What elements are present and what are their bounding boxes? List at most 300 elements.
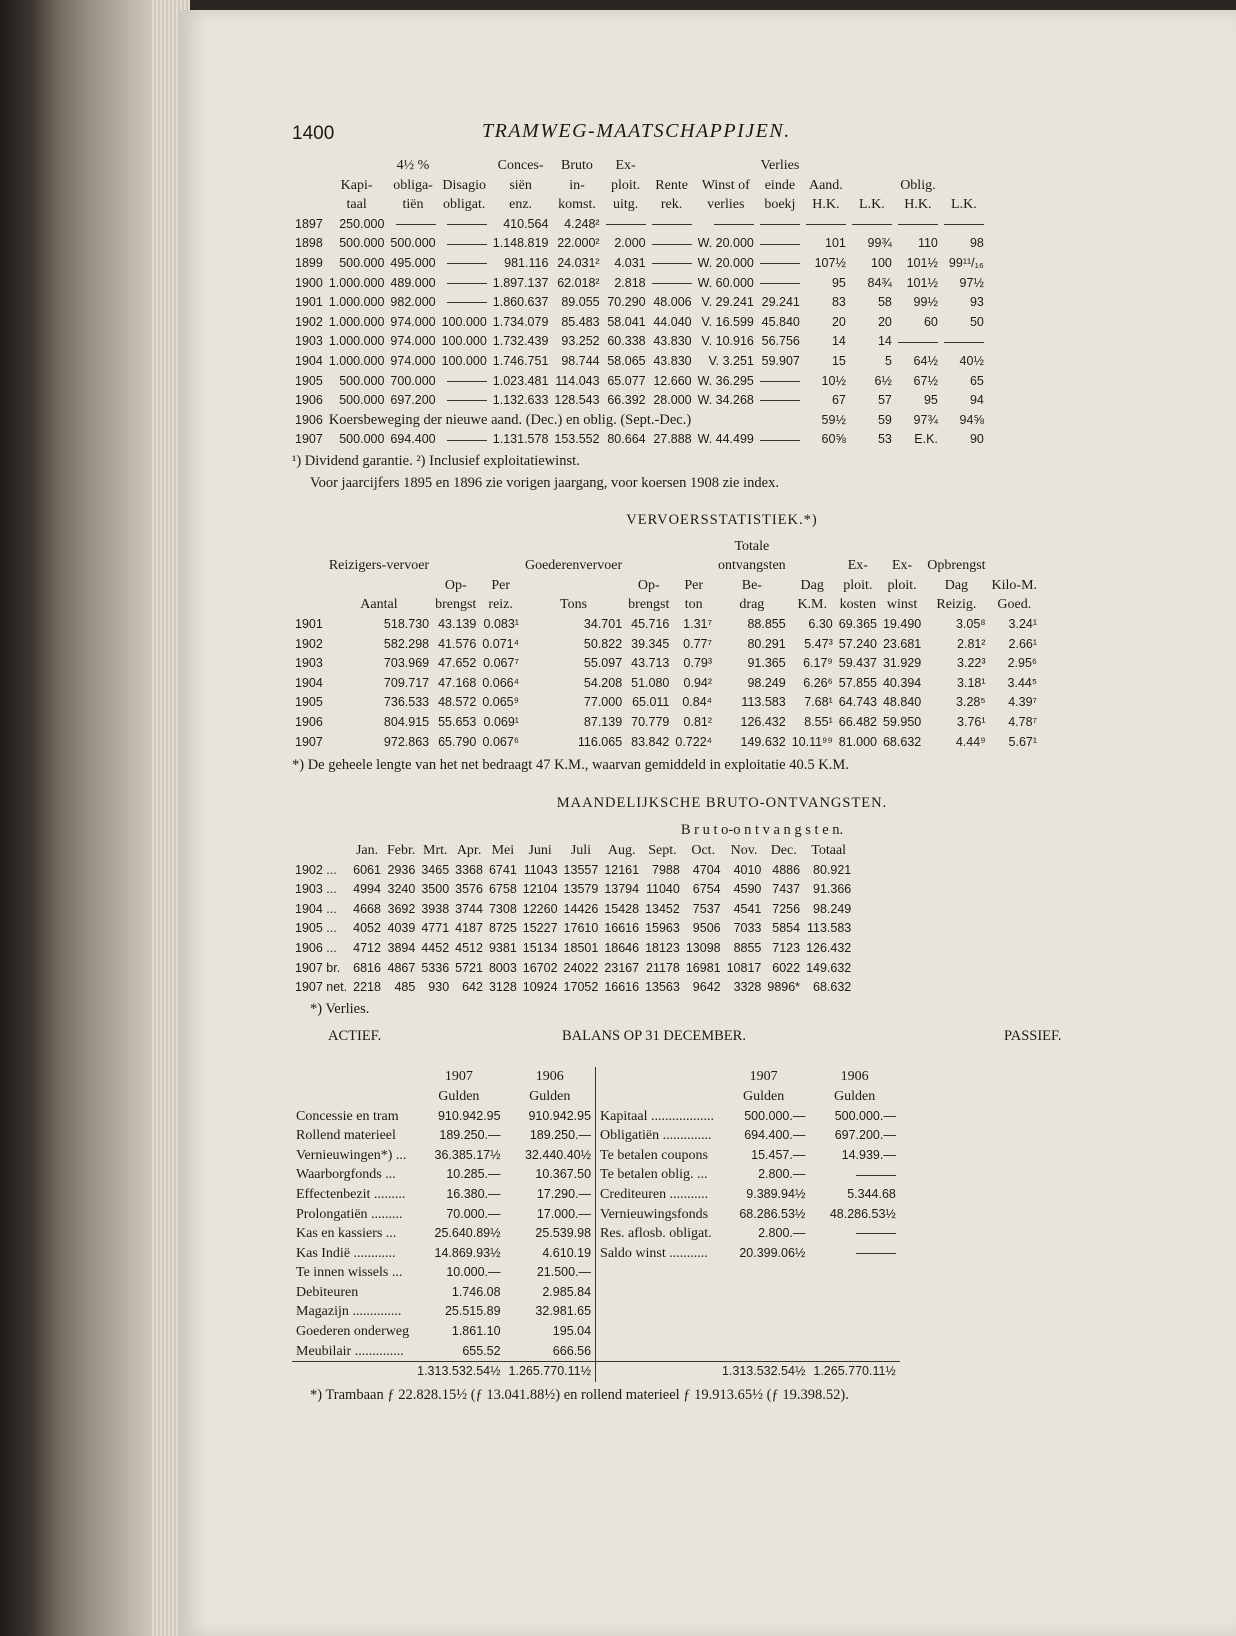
capital-cell: 20	[831, 314, 846, 329]
capital-cell	[439, 274, 490, 294]
passief-amount-1906	[809, 1224, 899, 1244]
maand-cell: 4994	[353, 882, 381, 897]
maand-header-cell: Dec.	[770, 843, 797, 858]
actief-amount-1907: 10.285.—	[446, 1167, 501, 1182]
capital-row	[292, 352, 987, 372]
maand-cell: 98.249	[813, 901, 852, 916]
vervoer-header-cell: Reizigers-vervoer	[328, 558, 430, 574]
vervoer-header-cell: ontvangsten	[718, 558, 786, 574]
maand-cell: 9381	[488, 940, 517, 955]
vervoer-cell: 54.208	[583, 675, 623, 690]
capital-cell: 67½	[913, 373, 938, 388]
dash-mark	[856, 1233, 896, 1234]
capital-cell: 4.248²	[564, 216, 600, 231]
maand-cell: 4590	[733, 882, 762, 897]
capital-header-cell: Conces-	[497, 158, 544, 173]
capital-cell: 43.830	[653, 334, 692, 349]
vervoer-cell: 41.576	[438, 636, 477, 651]
vervoer-cell: 3.76¹	[957, 715, 986, 730]
capital-cell: 10½	[821, 373, 846, 388]
vervoer-cell: 55.653	[438, 715, 477, 730]
maand-cell: 4771	[421, 921, 450, 936]
maand-cell: 24022	[563, 960, 599, 975]
passief-amount-1906	[809, 1302, 899, 1322]
page-header	[292, 120, 1152, 154]
capital-header-cell: boekj	[764, 197, 796, 213]
capital-cell: 93	[969, 295, 984, 310]
vervoer-cell: 3.05⁸	[955, 617, 986, 632]
vervoer-year: 1901	[295, 617, 323, 632]
vervoer-header-cell	[836, 537, 880, 557]
maand-cell: 485	[394, 980, 416, 995]
actief-amount-1906: 17.290.—	[536, 1186, 592, 1201]
capital-cell: 48.006	[653, 295, 692, 310]
maand-cell: 930	[428, 980, 450, 995]
maand-cell: 10817	[726, 960, 762, 975]
vervoer-header-cell: Be-	[741, 577, 762, 593]
passief-label: Kapitaal ..................	[596, 1107, 718, 1127]
capital-cell: 982.000	[390, 295, 436, 310]
vervoer-cell: 47.652	[438, 656, 477, 671]
capital-cell	[695, 215, 757, 235]
passief-amount-1906	[809, 1342, 899, 1362]
passief-label	[596, 1342, 718, 1362]
maand-cell: 3938	[421, 901, 450, 916]
maand-cell: 80.921	[813, 862, 852, 877]
capital-cell: 107½	[814, 255, 846, 270]
capital-cell: 99¹¹/₁₆	[948, 255, 984, 270]
passief-amount-1907: 2.800.—	[758, 1167, 806, 1182]
vervoer-cell: 0.065⁹	[482, 695, 519, 710]
maand-year: 1907 br.	[295, 960, 341, 975]
vervoer-cell: 43.713	[631, 656, 670, 671]
dash-mark	[944, 224, 984, 225]
maand-row	[292, 880, 854, 900]
maand-cell: 68.632	[813, 980, 852, 995]
vervoer-cell: 582.298	[383, 636, 430, 651]
capital-row	[292, 430, 987, 450]
passief-amount-1907: 694.400.—	[744, 1128, 806, 1143]
capital-header-cell	[941, 176, 987, 196]
vervoer-header-cell: kosten	[839, 597, 877, 613]
capital-cell: 500.000	[390, 236, 436, 251]
capital-cell: W. 44.499	[697, 432, 754, 447]
capital-header-cell	[326, 156, 388, 176]
maand-cell: 13557	[563, 862, 599, 877]
maand-cell: 9896*	[767, 980, 801, 995]
vervoer-header-cell	[625, 537, 672, 557]
vervoer-cell: 804.915	[383, 715, 430, 730]
actief-amount-1906: 666.56	[552, 1343, 592, 1358]
actief-amount-1907: 655.52	[462, 1343, 501, 1358]
capital-header-cell	[695, 156, 757, 176]
vervoer-cell: 3.18¹	[957, 675, 986, 690]
maand-cell: 23167	[604, 960, 640, 975]
vervoer-cell: 43.139	[438, 617, 477, 632]
balance-footnote: *) Trambaan ƒ 22.828.15½ (ƒ 13.041.88½) en rollend materieel ƒ 19.913.65½ (ƒ 19.398.52).	[310, 1386, 849, 1403]
maand-cell: 7988	[652, 862, 680, 877]
capital-cell: 974.000	[390, 314, 436, 329]
maand-cell: 3328	[733, 980, 762, 995]
passief-amount-1906	[809, 1322, 899, 1342]
capital-cell: 1.734.079	[492, 314, 549, 329]
capital-cell: 85.483	[561, 314, 600, 329]
actief-amount-1906: 195.04	[552, 1324, 592, 1339]
actief-label: Rollend materieel	[296, 1128, 396, 1144]
capital-cell: 20	[877, 314, 892, 329]
actief-label: Debiteuren	[296, 1284, 359, 1300]
capital-header-cell: Disagio	[442, 177, 486, 193]
actief-amount-1906: 21.500.—	[536, 1265, 592, 1280]
vervoer-cell: 31.929	[882, 656, 922, 671]
capital-header-cell: H.K.	[904, 197, 932, 213]
maand-cell: 13579	[563, 882, 599, 897]
actief-amount-1906: 32.440.40½	[524, 1147, 592, 1162]
capital-cell	[849, 215, 895, 235]
vervoer-header-cell	[924, 537, 988, 557]
vervoer-cell: 149.632	[740, 734, 786, 749]
balance-header-spacer	[292, 1087, 413, 1107]
vervoer-cell: 98.249	[747, 675, 786, 690]
vervoer-cell: 3.24¹	[1008, 617, 1038, 632]
maand-row	[292, 939, 854, 959]
actief-label: Effectenbezit .........	[296, 1186, 406, 1202]
maand-cell: 9642	[692, 980, 721, 995]
capital-cell: 100.000	[441, 314, 487, 329]
passief-label	[596, 1302, 718, 1322]
capital-header-cell	[439, 156, 490, 176]
maand-header-cell: Mei	[491, 843, 515, 858]
maand-row	[292, 861, 854, 881]
maand-cell: 6754	[692, 882, 721, 897]
capital-header-cell: Bruto	[561, 158, 593, 173]
capital-row	[292, 313, 987, 333]
balance-total-spacer	[292, 1362, 413, 1382]
passief-amount-1906: 697.200.—	[834, 1128, 896, 1143]
capital-header-row	[292, 195, 987, 215]
balance-header-cell: Gulden	[834, 1088, 876, 1104]
actief-amount-1907: 1.746.08	[451, 1284, 501, 1299]
capital-header-cell	[803, 156, 849, 176]
vervoer-cell: 48.572	[438, 695, 477, 710]
vervoer-cell: 518.730	[383, 617, 430, 632]
maand-cell: 9506	[692, 921, 721, 936]
dash-mark	[806, 224, 846, 225]
passief-amount-1907	[718, 1263, 809, 1283]
vervoer-year: 1904	[295, 675, 323, 690]
capital-header-cell: 4½ %	[396, 158, 430, 173]
vervoer-cell: 0.066⁴	[482, 675, 519, 690]
vervoer-header-row	[292, 595, 1040, 615]
capital-header-cell: tiën	[402, 197, 424, 213]
capital-cell: 95	[831, 275, 846, 290]
vervoer-cell: 8.55¹	[804, 715, 833, 730]
vervoer-cell: 77.000	[583, 695, 623, 710]
capital-header-cell	[849, 156, 895, 176]
maand-cell: 6816	[353, 960, 381, 975]
capital-row	[292, 372, 987, 392]
vervoer-cell: 34.701	[583, 617, 623, 632]
actief-label: Meubilair ..............	[296, 1343, 404, 1359]
capital-cell: 101½	[906, 275, 938, 290]
actief-amount-1907: 25.640.89½	[434, 1226, 501, 1241]
running-title: TRAMWEG-MAATSCHAPPIJEN.	[482, 120, 791, 142]
passief-amount-1907: 68.286.53½	[739, 1206, 806, 1221]
capital-cell: 99¾	[867, 236, 892, 251]
actief-total-1907: 1.313.532.54½	[413, 1362, 504, 1382]
vervoer-header-cell: Ex-	[891, 558, 913, 574]
maand-cell: 4867	[387, 960, 416, 975]
maand-cell: 3744	[455, 901, 483, 916]
passief-amount-1906	[809, 1263, 899, 1283]
dash-mark	[760, 224, 800, 225]
capital-cell: 2.818	[614, 275, 646, 290]
capital-year: 1898	[295, 236, 323, 251]
balance-header-spacer	[596, 1067, 718, 1087]
dash-mark	[760, 244, 800, 245]
maand-cell: 91.366	[813, 882, 852, 897]
capital-cell: 65.077	[607, 373, 646, 388]
capital-cell: 101½	[906, 255, 938, 270]
capital-cell: 700.000	[390, 373, 436, 388]
capital-cell: 89.055	[561, 295, 600, 310]
balance-row	[292, 1283, 900, 1303]
maand-cell: 12104	[522, 882, 558, 897]
vervoer-cell: 126.432	[740, 715, 786, 730]
capital-cell: 12.660	[653, 373, 692, 388]
capital-cell: 1.131.578	[492, 432, 549, 447]
capital-header-cell: L.K.	[951, 197, 977, 213]
maand-cell: 7033	[733, 921, 762, 936]
vervoer-cell: 51.080	[631, 675, 670, 690]
capital-header-cell	[292, 195, 326, 215]
balance-header-spacer	[596, 1087, 718, 1107]
dash-mark	[606, 224, 646, 225]
vervoer-cell: 65.790	[438, 734, 477, 749]
maand-cell: 16702	[522, 960, 558, 975]
maand-cell: 6022	[772, 960, 801, 975]
actief-amount-1906: 2.985.84	[542, 1284, 592, 1299]
passief-amount-1907: 20.399.06½	[739, 1245, 806, 1260]
maand-year: 1906 ...	[295, 940, 337, 955]
balance-total-spacer	[596, 1362, 718, 1382]
maand-cell: 7537	[692, 901, 721, 916]
dash-mark	[760, 440, 800, 441]
dash-mark	[447, 263, 487, 264]
capital-table	[292, 156, 987, 450]
passief-label: Te betalen coupons	[596, 1146, 718, 1166]
capital-header-cell: uitg.	[612, 197, 639, 213]
capital-cell: 57	[877, 393, 892, 408]
vervoer-header-cell	[326, 576, 432, 596]
capital-cell	[439, 234, 490, 254]
maand-cell: 11043	[523, 862, 558, 877]
actief-amount-1907: 10.000.—	[446, 1265, 501, 1280]
passief-total-1907: 1.313.532.54½	[718, 1362, 809, 1382]
maand-footnote: *) Verlies.	[310, 1000, 370, 1017]
maand-subtitle: B r u t o-o n t v a n g s t e n.	[680, 822, 844, 839]
vervoer-cell: 703.969	[383, 656, 430, 671]
passief-amount-1906: 5.344.68	[847, 1186, 896, 1201]
capital-cell: 59.907	[761, 353, 800, 368]
maand-cell: 21178	[646, 960, 680, 975]
vervoer-header-cell: Per	[684, 577, 704, 593]
capital-header-cell	[292, 176, 326, 196]
passief-amount-1907	[718, 1342, 809, 1362]
vervoer-header-cell: drag	[739, 597, 765, 613]
vervoer-header-cell	[292, 556, 326, 576]
actief-amount-1907: 16.380.—	[446, 1186, 501, 1201]
maand-year: 1904 ...	[295, 901, 337, 916]
capital-cell: W. 20.000	[697, 255, 754, 270]
capital-cell: 65	[969, 373, 984, 388]
actief-amount-1907: 910.942.95	[437, 1108, 501, 1123]
maand-cell: 14426	[563, 901, 599, 916]
maand-cell: 4541	[733, 901, 762, 916]
maand-cell: 12260	[522, 901, 558, 916]
capital-cell: W. 36.295	[697, 373, 754, 388]
capital-cell: 1.000.000	[328, 353, 385, 368]
maand-cell: 4187	[455, 921, 483, 936]
vervoer-header-cell	[432, 537, 479, 557]
passief-label: Saldo winst ...........	[596, 1244, 718, 1264]
dash-mark	[652, 244, 692, 245]
dash-mark	[898, 342, 938, 343]
vervoer-header-cell: ploit.	[887, 577, 917, 593]
capital-cell	[757, 274, 803, 294]
capital-header-cell: enz.	[509, 197, 533, 213]
capital-year: 1902	[295, 314, 323, 329]
vervoer-header-cell: Dag	[944, 577, 969, 593]
vervoer-cell: 69.365	[838, 617, 877, 632]
vervoer-row	[292, 713, 1040, 733]
capital-cell: 489.000	[390, 275, 436, 290]
maand-cell: 7256	[772, 901, 801, 916]
maand-cell: 15227	[522, 921, 558, 936]
balance-row	[292, 1126, 900, 1146]
vervoer-cell: 4.39⁷	[1008, 695, 1038, 710]
vervoer-header-cell: Per	[491, 577, 510, 593]
capital-header-row	[292, 176, 987, 196]
capital-cell: 14	[877, 334, 892, 349]
dash-mark	[652, 224, 692, 225]
capital-cell: 99½	[913, 295, 938, 310]
capital-cell: 100.000	[441, 353, 487, 368]
maand-header-cell: Nov.	[730, 843, 758, 858]
maand-header-cell: Febr.	[386, 843, 416, 858]
capital-header-cell: taal	[346, 197, 367, 213]
capital-cell: 410.564	[503, 216, 549, 231]
dash-mark	[447, 224, 487, 225]
passief-label: Crediteuren ...........	[596, 1185, 718, 1205]
capital-year: 1905	[295, 373, 323, 388]
page-content	[292, 120, 1152, 1407]
capital-cell: 1.132.633	[492, 393, 549, 408]
vervoer-cell: 3.44⁵	[1007, 675, 1038, 690]
maand-cell: 8003	[488, 960, 517, 975]
maand-header-cell: Totaal	[811, 843, 847, 858]
actief-label: Vernieuwingen*) ...	[296, 1147, 407, 1163]
capital-cell: 500.000	[339, 255, 385, 270]
capital-cell	[757, 391, 803, 411]
vervoer-header-row	[292, 537, 1040, 557]
capital-header-cell: siën	[509, 177, 532, 193]
vervoer-cell: 40.394	[882, 675, 922, 690]
vervoer-cell: 0.067⁶	[482, 734, 519, 749]
vervoer-header-row	[292, 576, 1040, 596]
maand-cell: 7123	[772, 940, 801, 955]
maand-cell: 18501	[563, 940, 599, 955]
capital-cell: 80.664	[607, 432, 646, 447]
capital-cell: 101	[825, 236, 846, 251]
dash-mark	[856, 1175, 896, 1176]
vervoer-header-cell: brengst	[435, 597, 477, 613]
capital-cell	[439, 372, 490, 392]
actief-amount-1907: 25.515.89	[444, 1304, 501, 1319]
vervoer-header-cell: ton	[684, 597, 703, 613]
maand-year: 1903 ...	[295, 882, 337, 897]
capital-header-cell	[895, 156, 941, 176]
vervoer-cell: 113.583	[741, 695, 786, 710]
vervoer-cell: 81.000	[838, 734, 877, 749]
passief-label: Te betalen oblig. ...	[596, 1165, 718, 1185]
maand-row	[292, 919, 854, 939]
capital-cell: 50	[969, 314, 984, 329]
passief-amount-1906	[809, 1244, 899, 1264]
maand-cell: 7437	[772, 882, 801, 897]
actief-label: Magazijn ..............	[296, 1304, 402, 1320]
dash-mark	[447, 283, 487, 284]
vervoer-header-cell	[292, 537, 326, 557]
capital-cell: 110	[917, 236, 938, 251]
capital-header-cell	[292, 156, 326, 176]
capital-cell: 694.400	[390, 432, 436, 447]
capital-header-cell: Winst of	[701, 177, 750, 193]
vervoer-cell: 65.011	[632, 695, 670, 710]
maand-cell: 5721	[455, 960, 483, 975]
maand-cell: 4668	[353, 901, 381, 916]
vervoer-cell: 23.681	[882, 636, 922, 651]
capital-cell: 100.000	[441, 334, 487, 349]
book-page	[180, 10, 1236, 1636]
capital-row	[292, 293, 987, 313]
passief-amount-1906	[809, 1283, 899, 1303]
koers-text: Koersbeweging der nieuwe aand. (Dec.) en oblig. (Sept.-Dec.)	[328, 411, 692, 428]
vervoer-cell: 116.065	[577, 734, 623, 749]
vervoer-cell: 91.365	[747, 656, 786, 671]
capital-header-cell: in-	[569, 177, 585, 193]
dash-mark	[714, 224, 754, 225]
capital-cell: 28.000	[653, 393, 692, 408]
maand-cell: 11040	[646, 882, 680, 897]
capital-cell	[603, 215, 649, 235]
capital-cell	[941, 332, 987, 352]
maand-cell: 4512	[455, 940, 483, 955]
maand-cell: 15963	[645, 921, 680, 936]
capital-cell	[757, 254, 803, 274]
vervoer-header-cell	[989, 556, 1041, 576]
passief-amount-1907: 500.000.—	[744, 1108, 806, 1123]
maand-cell: 16981	[685, 960, 721, 975]
vervoer-cell: 2.66¹	[1008, 636, 1038, 651]
vervoer-cell: 0.722⁴	[675, 734, 713, 749]
vervoer-cell: 83.842	[631, 734, 670, 749]
capital-cell: 1.746.751	[492, 353, 549, 368]
capital-cell: V. 10.916	[701, 334, 754, 349]
maand-cell: 2218	[353, 980, 381, 995]
dash-mark	[447, 302, 487, 303]
capital-header-cell: einde	[764, 177, 796, 193]
